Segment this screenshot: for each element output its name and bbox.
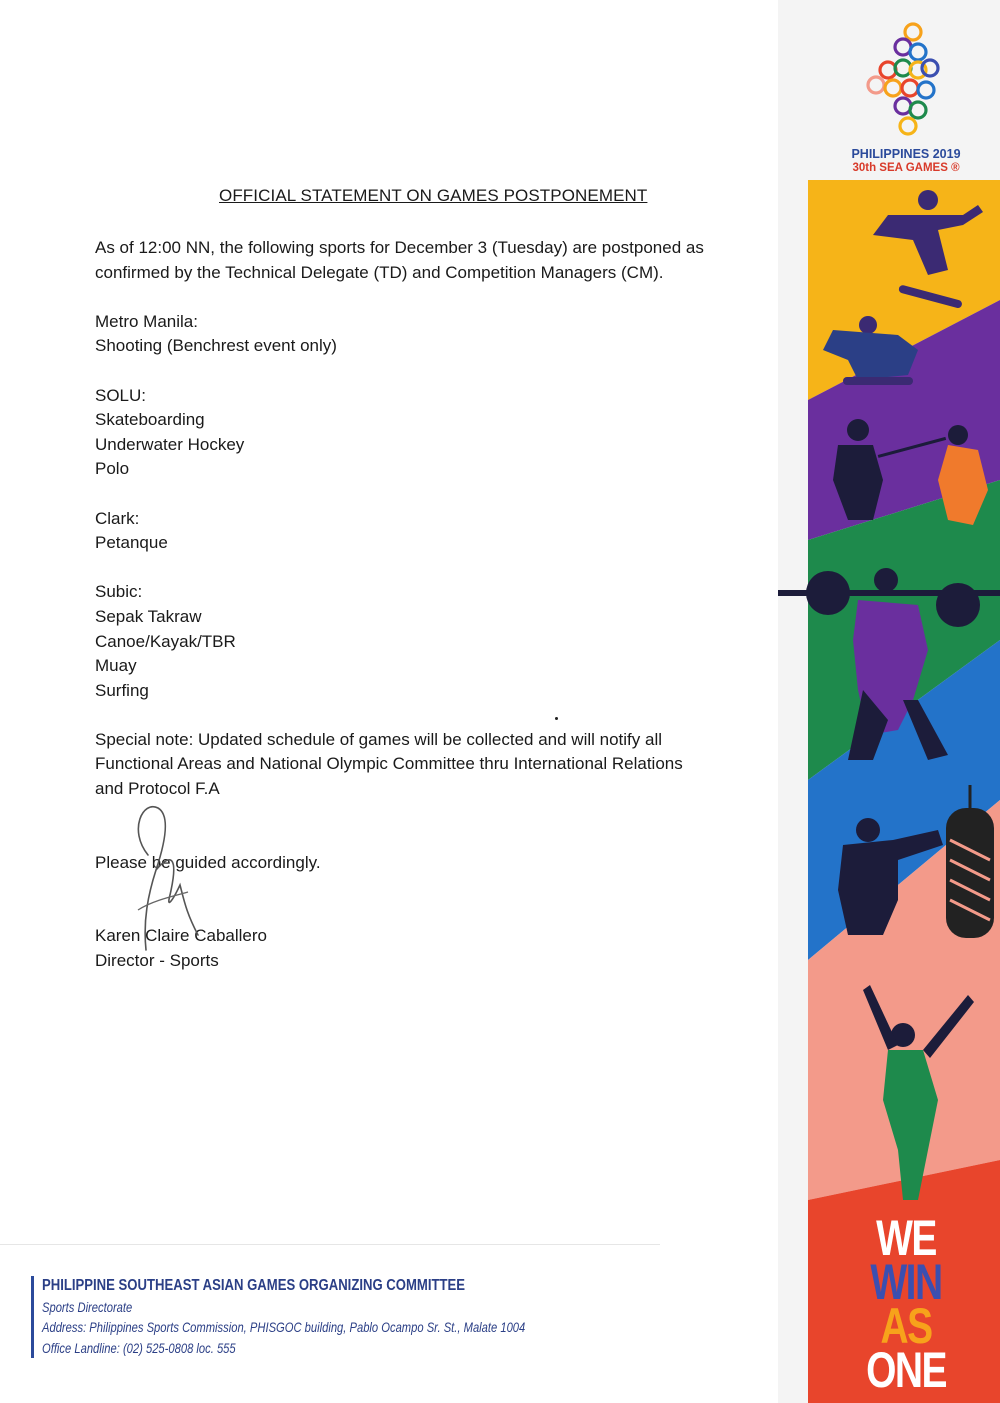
sport-item: Skateboarding <box>95 410 205 430</box>
special-note <box>95 728 765 802</box>
sport-item: Muay <box>95 656 137 676</box>
stray-dot <box>555 717 558 720</box>
document-title: OFFICIAL STATEMENT ON GAMES POSTPONEMENT <box>219 186 648 205</box>
footer-address: Address: Philippines Sports Commission, PHISGOC building, Pablo Ocampo Sr. St., Malate 1004 <box>42 1319 526 1335</box>
slogan-word: AS <box>880 1298 932 1354</box>
footer-organization: PHILIPPINE SOUTHEAST ASIAN GAMES ORGANIZING COMMITTEE <box>42 1277 466 1294</box>
sport-item: Surfing <box>95 680 149 700</box>
slogan-word: ONE <box>866 1342 946 1398</box>
venue-solu <box>95 384 765 482</box>
footer-divider <box>0 1244 660 1245</box>
signature-block <box>95 924 765 973</box>
venue-clark <box>95 507 765 556</box>
venue-name: Clark: <box>95 508 140 528</box>
venue-name: SOLU: <box>95 385 147 405</box>
slogan <box>859 1210 953 1398</box>
venue-name: Metro Manila: <box>95 311 198 331</box>
sea-games-rings-icon <box>868 24 938 134</box>
sport-item: Canoe/Kayak/TBR <box>95 631 236 651</box>
sport-item: Polo <box>95 459 130 479</box>
signatory-name: Karen Claire Caballero <box>95 926 267 946</box>
footer-department: Sports Directorate <box>42 1298 133 1315</box>
logo-line-1: PHILIPPINES 2019 <box>851 147 961 161</box>
signatory-title: Director - Sports <box>95 950 219 970</box>
special-note-line: and Protocol F.A <box>95 779 220 799</box>
special-note-line: Special note: Updated schedule of games will be collected and will notify all <box>95 729 662 749</box>
logo-line-2: 30th SEA GAMES ® <box>852 162 960 174</box>
venue-metro-manila <box>95 310 765 359</box>
sport-item: Sepak Takraw <box>95 606 202 626</box>
sport-item: Underwater Hockey <box>95 434 245 454</box>
sport-item: Petanque <box>95 533 168 553</box>
venue-subic <box>95 580 765 703</box>
intro-paragraph <box>95 236 765 285</box>
letterhead-footer <box>31 1276 646 1358</box>
slogan-word: WIN <box>870 1254 942 1310</box>
side-banner-art <box>778 0 1000 1403</box>
intro-line: As of 12:00 NN, the following sports for December 3 (Tuesday) are postponed as <box>95 238 704 257</box>
sea-games-logo <box>842 147 970 175</box>
document-body <box>95 236 765 998</box>
venue-name: Subic: <box>95 582 143 602</box>
intro-line: confirmed by the Technical Delegate (TD) and Competition Managers (CM). <box>95 262 664 282</box>
special-note-line: Functional Areas and National Olympic Committee thru International Relations <box>95 754 683 774</box>
sport-item: Shooting (Benchrest event only) <box>95 336 337 356</box>
slogan-word: WE <box>876 1210 936 1266</box>
closing-line: Please be guided accordingly. <box>95 852 321 872</box>
footer-phone: Office Landline: (02) 525-0808 loc. 555 <box>42 1339 236 1356</box>
